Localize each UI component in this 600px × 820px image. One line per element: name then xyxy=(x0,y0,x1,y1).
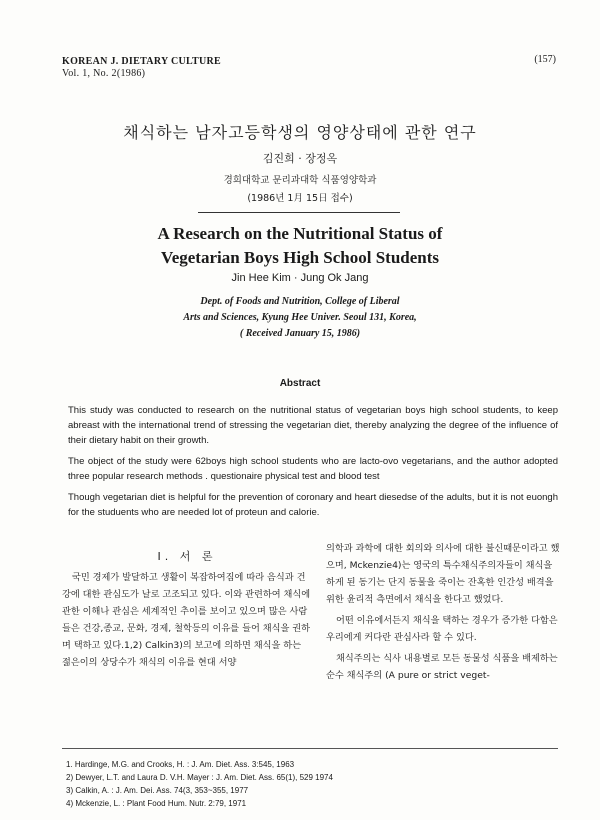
footnote-item: 3) Calkin, A. : J. Am. Dei. Ass. 74(3, 353~355, 1977 xyxy=(66,786,249,795)
journal-name: KOREAN J. DIETARY CULTURE xyxy=(62,56,222,67)
korean-title: 채식하는 남자고등학생의 영양상태에 관한 연구 xyxy=(123,123,477,142)
page-number: (157) xyxy=(534,54,556,65)
body-paragraph: 국민 경제가 발달하고 생활이 복잡하여짐에 따라 음식과 건강에 대한 관심도가 날로 고조되고 있다. 이와 관련하여 채식에 관한 이해나 관심은 세계적인 추이를 보이고 있으며 많은 사람들은 건강,종교, 문화, 경제, 철학등의 이유를 들어 채식을 권하며 택하고 있다.1,2) Calkin3)의 보고에 의하면 채식을 하는 젊은이의 상당수가 채식의 이유를 현대 서양 xyxy=(62,572,311,668)
english-affiliation xyxy=(0,294,600,342)
footnote-item: 1. Hardinge, M.G. and Crooks, H. : J. Am. Diet. Ass. 3:545, 1963 xyxy=(66,760,295,769)
abstract-body xyxy=(68,403,558,526)
footnote-divider xyxy=(62,748,558,749)
section-heading: I. 서 론 xyxy=(157,550,217,563)
english-authors: Jin Hee Kim · Jung Ok Jang xyxy=(231,272,369,284)
body-paragraph: 채식주의는 식사 내용별로 모든 동물성 식품을 배제하는 순수 채식주의 (A pure or strict veget- xyxy=(326,653,558,681)
body-paragraph: 의학과 과학에 대한 회의와 의사에 대한 불신때문이라고 했으며, Mckenzie4)는 영국의 특수채식주의자들이 채식을 하게 된 동기는 단지 동물을 죽이는 잔혹한 인간성 배격을 위한 윤리적 측면에서 채식을 한다고 했었다. xyxy=(326,543,560,605)
korean-authors: 김진희 · 장정옥 xyxy=(262,152,338,165)
english-received-date: ( Received January 15, 1986) xyxy=(239,328,361,339)
journal-header xyxy=(62,56,221,80)
english-title-line2: Vegetarian Boys High School Students xyxy=(160,248,440,267)
abstract-paragraph: This study was conducted to research on the nutritional status of vegetarian boys high school students, to keep abreast with the international trend of stressing the vegetarian diet, thereby analyzing the degree of the influence of their dietary habit on their growth. xyxy=(68,405,558,446)
footnote-item: 4) Mckenzie, L. : Plant Food Hum. Nutr. 2:79, 1971 xyxy=(66,799,247,808)
english-title-line1: A Research on the Nutritional Status of xyxy=(157,224,443,243)
journal-volume: Vol. 1, No. 2(1986) xyxy=(62,68,146,79)
abstract-paragraph: The object of the study were 62boys high school students who are lacto-ovo vegetarians, and the author adopted three popular research methods . questionaire physical test and blood test xyxy=(68,456,558,482)
english-title xyxy=(0,222,600,270)
body-left-column xyxy=(62,548,312,675)
english-affiliation-line1: Dept. of Foods and Nutrition, College of Liberal xyxy=(200,296,400,307)
body-right-column xyxy=(326,540,562,688)
abstract-paragraph: Though vegetarian diet is helpful for the prevention of coronary and heart diesedse of the adults, but it is not euongh for the studuents who are needed lot of proteun and calorie. xyxy=(68,492,558,518)
english-affiliation-line2: Arts and Sciences, Kyung Hee Univer. Seoul 131, Korea, xyxy=(183,312,417,323)
footnote-item: 2) Dewyer, L.T. and Laura D. V.H. Mayer : J. Am. Diet. Ass. 65(1), 529 1974 xyxy=(66,773,333,782)
title-divider xyxy=(198,212,400,213)
abstract-heading: Abstract xyxy=(279,378,321,389)
body-paragraph: 어떤 이유에서든지 채식을 택하는 경우가 증가한 다함은 우리에게 커다란 관심사라 할 수 있다. xyxy=(326,615,558,643)
footnotes xyxy=(66,758,560,810)
korean-affiliation: 경희대학교 문리과대학 식품영양학과 xyxy=(223,175,377,186)
korean-received-date: (1986년 1月 15日 접수) xyxy=(247,193,353,204)
